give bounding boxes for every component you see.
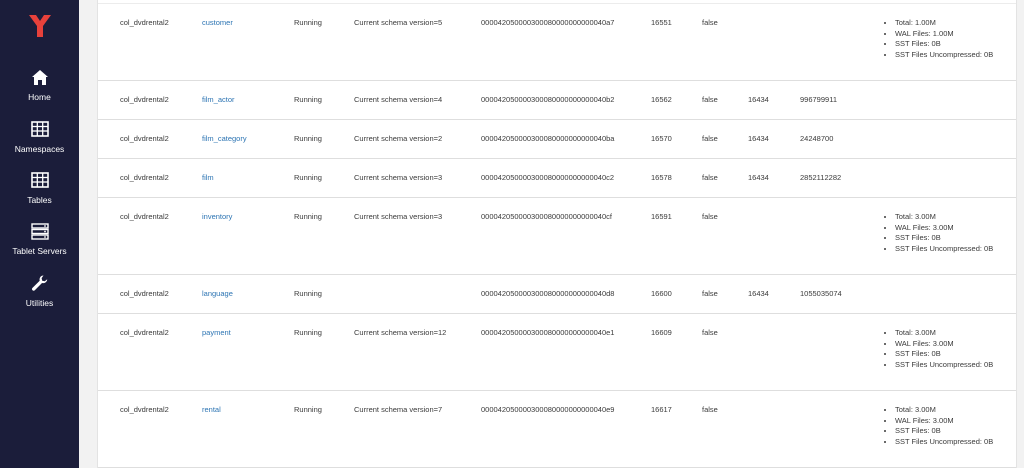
- parent-oid-cell: 16434: [748, 95, 769, 104]
- on-disk-size-list: [885, 405, 993, 447]
- sidebar-item-home[interactable]: [0, 66, 79, 102]
- table-row: [98, 198, 1017, 275]
- uuid-cell: 000042050000300080000000000040e9: [481, 405, 615, 414]
- size-total: • Total: 3.00M: [895, 405, 993, 416]
- schema-version-cell: Current schema version=4: [354, 95, 443, 104]
- state-cell: Running: [294, 328, 322, 337]
- table-grid-icon: [29, 169, 51, 191]
- schema-version-cell: Current schema version=12: [354, 328, 447, 337]
- home-icon: [29, 66, 51, 88]
- size-sst-uncompressed: • SST Files Uncompressed: 0B: [895, 50, 993, 61]
- oid-cell: 16600: [651, 289, 672, 298]
- uuid-cell: 000042050000300080000000000040e1: [481, 328, 615, 337]
- size-sst-uncompressed: • SST Files Uncompressed: 0B: [895, 244, 993, 255]
- oid-cell: 16570: [651, 134, 672, 143]
- uuid-cell: 000042050000300080000000000040a7: [481, 18, 615, 27]
- table-row: [98, 120, 1017, 159]
- size-sst: • SST Files: 0B: [895, 233, 993, 244]
- uuid-cell: 000042050000300080000000000040d8: [481, 289, 615, 298]
- schema-version-cell: Current schema version=3: [354, 173, 443, 182]
- state-cell: Running: [294, 405, 322, 414]
- wrench-icon: [29, 272, 51, 294]
- keyspace-cell: col_dvdrental2: [120, 328, 169, 337]
- keyspace-cell: col_dvdrental2: [120, 95, 169, 104]
- size-total: • Total: 3.00M: [895, 212, 993, 223]
- uuid-cell: 000042050000300080000000000040ba: [481, 134, 615, 143]
- keyspace-cell: col_dvdrental2: [120, 134, 169, 143]
- size-wal: • WAL Files: 1.00M: [895, 29, 993, 40]
- state-cell: Running: [294, 18, 322, 27]
- state-cell: Running: [294, 95, 322, 104]
- table-row: [98, 275, 1017, 314]
- keyspace-cell: col_dvdrental2: [120, 18, 169, 27]
- uuid-cell: 000042050000300080000000000040c2: [481, 173, 615, 182]
- table-row: [98, 81, 1017, 120]
- state-cell: Running: [294, 173, 322, 182]
- keyspace-cell: col_dvdrental2: [120, 173, 169, 182]
- oid-cell: 16551: [651, 18, 672, 27]
- schema-version-cell: Current schema version=2: [354, 134, 443, 143]
- colocated-cell: false: [702, 405, 718, 414]
- sidebar-item-label: Utilities: [25, 298, 54, 308]
- table-name-link[interactable]: film: [202, 173, 214, 182]
- sidebar-item-label: Tables: [27, 195, 52, 205]
- schema-version-cell: Current schema version=7: [354, 405, 443, 414]
- table-grid-icon: [29, 118, 51, 140]
- hidden-id-cell: 2852112282: [800, 173, 842, 182]
- parent-oid-cell: 16434: [748, 289, 769, 298]
- size-wal: • WAL Files: 3.00M: [895, 416, 993, 427]
- size-total: • Total: 1.00M: [895, 18, 993, 29]
- colocated-cell: false: [702, 173, 718, 182]
- sidebar-item-label: Namespaces: [14, 144, 65, 154]
- colocated-cell: false: [702, 95, 718, 104]
- state-cell: Running: [294, 212, 322, 221]
- colocated-cell: false: [702, 134, 718, 143]
- sidebar-item-namespaces[interactable]: [0, 118, 79, 154]
- oid-cell: 16591: [651, 212, 672, 221]
- table-row: [98, 314, 1017, 391]
- on-disk-size-list: [885, 18, 993, 60]
- size-sst: • SST Files: 0B: [895, 39, 993, 50]
- sidebar-item-label: Tablet Servers: [12, 246, 67, 256]
- oid-cell: 16578: [651, 173, 672, 182]
- table-row: [98, 4, 1017, 81]
- sidebar: [0, 0, 79, 468]
- schema-version-cell: Current schema version=3: [354, 212, 443, 221]
- sidebar-item-tables[interactable]: [0, 169, 79, 205]
- uuid-cell: 000042050000300080000000000040cf: [481, 212, 612, 221]
- size-sst: • SST Files: 0B: [895, 426, 993, 437]
- on-disk-size-list: [885, 212, 993, 254]
- colocated-cell: false: [702, 289, 718, 298]
- table-name-link[interactable]: customer: [202, 18, 233, 27]
- keyspace-cell: col_dvdrental2: [120, 405, 169, 414]
- oid-cell: 16609: [651, 328, 672, 337]
- oid-cell: 16562: [651, 95, 672, 104]
- size-sst-uncompressed: • SST Files Uncompressed: 0B: [895, 437, 993, 448]
- uuid-cell: 000042050000300080000000000040b2: [481, 95, 615, 104]
- size-wal: • WAL Files: 3.00M: [895, 223, 993, 234]
- table-row: [98, 391, 1017, 468]
- table-name-link[interactable]: rental: [202, 405, 221, 414]
- state-cell: Running: [294, 289, 322, 298]
- on-disk-size-list: [885, 328, 993, 370]
- hidden-id-cell: 996799911: [800, 95, 837, 104]
- schema-version-cell: Current schema version=5: [354, 18, 443, 27]
- table-name-link[interactable]: inventory: [202, 212, 233, 221]
- size-sst-uncompressed: • SST Files Uncompressed: 0B: [895, 360, 993, 371]
- state-cell: Running: [294, 134, 322, 143]
- hidden-id-cell: 1055035074: [800, 289, 842, 298]
- hidden-id-cell: 24248700: [800, 134, 834, 143]
- table-name-link[interactable]: payment: [202, 328, 231, 337]
- size-sst: • SST Files: 0B: [895, 349, 993, 360]
- table-name-link[interactable]: film_actor: [202, 95, 235, 104]
- parent-oid-cell: 16434: [748, 134, 769, 143]
- yugabyte-logo[interactable]: [28, 14, 52, 38]
- size-wal: • WAL Files: 3.00M: [895, 339, 993, 350]
- sidebar-item-utilities[interactable]: [0, 272, 79, 308]
- sidebar-item-label: Home: [28, 92, 51, 102]
- table-name-link[interactable]: language: [202, 289, 233, 298]
- colocated-cell: false: [702, 328, 718, 337]
- keyspace-cell: col_dvdrental2: [120, 212, 169, 221]
- size-total: • Total: 3.00M: [895, 328, 993, 339]
- colocated-cell: false: [702, 18, 718, 27]
- oid-cell: 16617: [651, 405, 672, 414]
- table-name-link[interactable]: film_category: [202, 134, 247, 143]
- keyspace-cell: col_dvdrental2: [120, 289, 169, 298]
- colocated-cell: false: [702, 212, 718, 221]
- tables-panel: [97, 0, 1017, 468]
- sidebar-item-tablet-servers[interactable]: [0, 220, 79, 256]
- parent-oid-cell: 16434: [748, 173, 769, 182]
- server-icon: [29, 220, 51, 242]
- table-row: [98, 159, 1017, 198]
